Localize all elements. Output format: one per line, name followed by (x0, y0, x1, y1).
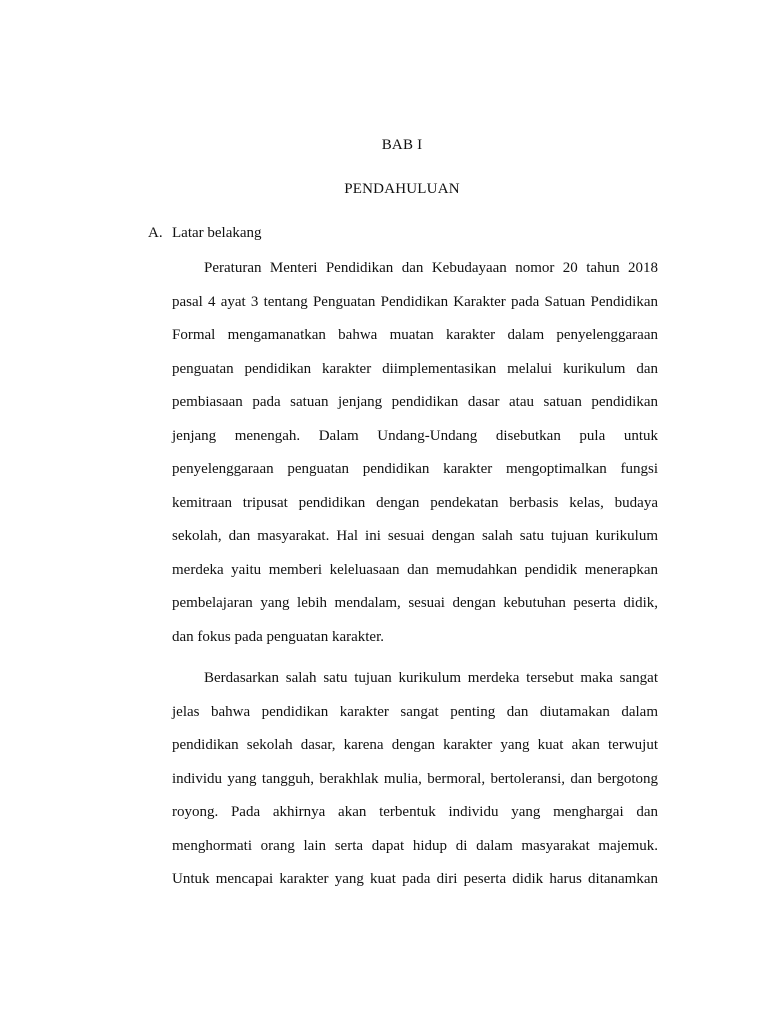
chapter-title: PENDAHULUAN (344, 181, 460, 197)
paragraph-line: individu yang tangguh, berakhlak mulia, bermoral, bertoleransi, dan bergotong (172, 770, 658, 787)
paragraph-line: pembelajaran yang lebih mendalam, sesuai dengan kebutuhan peserta didik, (172, 595, 658, 611)
paragraph-line: sekolah, dan masyarakat. Hal ini sesuai dengan salah satu tujuan kurikulum (172, 528, 658, 544)
section-title: Latar belakang (172, 225, 262, 241)
section-marker: A. (148, 225, 163, 241)
paragraph-line: Formal mengamanatkan bahwa muatan karakter dalam penyelenggaraan (172, 327, 658, 343)
paragraph-line: royong. Pada akhirnya akan terbentuk individu yang menghargai dan (172, 804, 658, 820)
paragraph-line: Untuk mencapai karakter yang kuat pada diri peserta didik harus ditanamkan (172, 871, 658, 887)
paragraph-line: penguatan pendidikan karakter diimplementasikan melalui kurikulum dan (172, 360, 658, 377)
paragraph-line: penyelenggaraan penguatan pendidikan karakter mengoptimalkan fungsi (172, 461, 658, 477)
chapter-label: BAB I (381, 137, 423, 153)
paragraph-line: kemitraan tripusat pendidikan dengan pendekatan berbasis kelas, budaya (172, 494, 658, 511)
paragraph-2 (172, 662, 658, 897)
paragraph-line: jenjang menengah. Dalam Undang-Undang disebutkan pula untuk (172, 427, 658, 444)
paragraph-line: dan fokus pada penguatan karakter. (172, 628, 384, 645)
paragraph-line: Peraturan Menteri Pendidikan dan Kebudayaan nomor 20 tahun 2018 (204, 260, 658, 276)
paragraph-line: jelas bahwa pendidikan karakter sangat penting dan diutamakan dalam (172, 703, 658, 720)
paragraph-line: pembiasaan pada satuan jenjang pendidikan dasar atau satuan pendidikan (172, 394, 658, 410)
section-heading (148, 225, 262, 242)
paragraph-1 (172, 252, 658, 654)
paragraph-line: pendidikan sekolah dasar, karena dengan karakter yang kuat akan terwujut (172, 737, 658, 753)
paragraph-line: pasal 4 ayat 3 tentang Penguatan Pendidikan Karakter pada Satuan Pendidikan (172, 293, 658, 310)
paragraph-line: Berdasarkan salah satu tujuan kurikulum merdeka tersebut maka sangat (204, 670, 658, 686)
paragraph-line: merdeka yaitu memberi keleluasaan dan memudahkan pendidik menerapkan (172, 561, 658, 578)
paragraph-line: menghormati orang lain serta dapat hidup di dalam masyarakat majemuk. (172, 837, 658, 854)
